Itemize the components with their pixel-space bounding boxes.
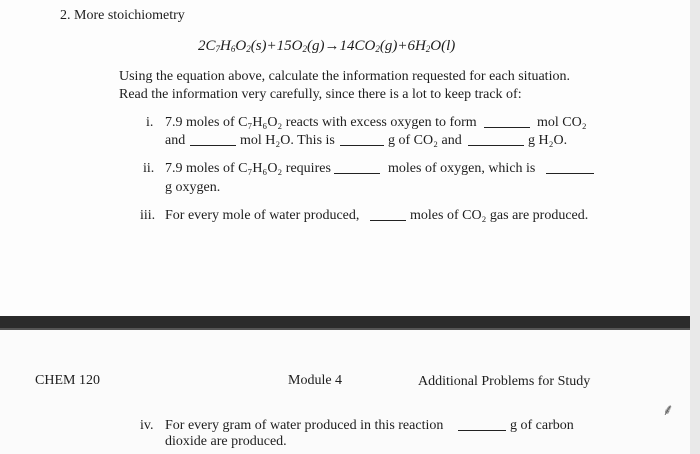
item-text: moles of oxygen, which is — [388, 161, 536, 176]
footer-module: Module 4 — [288, 373, 343, 388]
instructions-line-2: Read the information very carefully, since there is a lot to keep track of: — [119, 87, 522, 102]
item-text: mol CO₂ — [537, 115, 587, 130]
item-number: iv. — [140, 418, 154, 433]
item-text: g H₂O. — [528, 133, 568, 148]
item-text: dioxide are produced. — [165, 434, 287, 449]
answer-blank[interactable] — [546, 161, 594, 174]
item-text: For every gram of water produced in this reaction — [165, 418, 444, 433]
answer-blank[interactable] — [334, 161, 380, 174]
answer-blank[interactable] — [468, 133, 524, 146]
section-heading: 2. More stoichiometry — [60, 8, 185, 23]
footer-title: Additional Problems for Study — [418, 374, 591, 389]
answer-blank[interactable] — [484, 115, 530, 128]
footer-course: CHEM 120 — [35, 373, 100, 388]
item-text: 7.9 moles of C₇H₆O₂ reacts with excess oxygen to form — [165, 115, 477, 130]
item-text: g oxygen. — [165, 180, 221, 195]
chemical-equation: $2C_7H_6O_2(s)+15O_2(g)\to 14CO_2(g)+6H_2O(l)$ — [198, 38, 456, 54]
item-text: and — [165, 133, 186, 148]
item-text: moles of CO₂ gas are produced. — [410, 208, 589, 223]
item-text: g of carbon — [510, 418, 574, 433]
item-text: mol H₂O. This is — [240, 133, 335, 148]
answer-blank[interactable] — [370, 208, 406, 221]
instructions-line-1: Using the equation above, calculate the information requested for each situation. — [119, 69, 570, 84]
answer-blank[interactable] — [190, 133, 236, 146]
answer-blank[interactable] — [458, 418, 506, 431]
item-number: iii. — [140, 208, 156, 223]
item-text: g of CO₂ and — [388, 133, 462, 148]
pen-mark-icon: ⸙ — [662, 402, 675, 419]
item-number: ii. — [143, 161, 155, 176]
item-number: i. — [146, 115, 154, 130]
item-text: 7.9 moles of C₇H₆O₂ requires — [165, 161, 331, 176]
page-edge — [690, 0, 700, 454]
page-bottom-sheet — [0, 330, 690, 454]
item-text: For every mole of water produced, — [165, 208, 360, 223]
answer-blank[interactable] — [340, 133, 384, 146]
